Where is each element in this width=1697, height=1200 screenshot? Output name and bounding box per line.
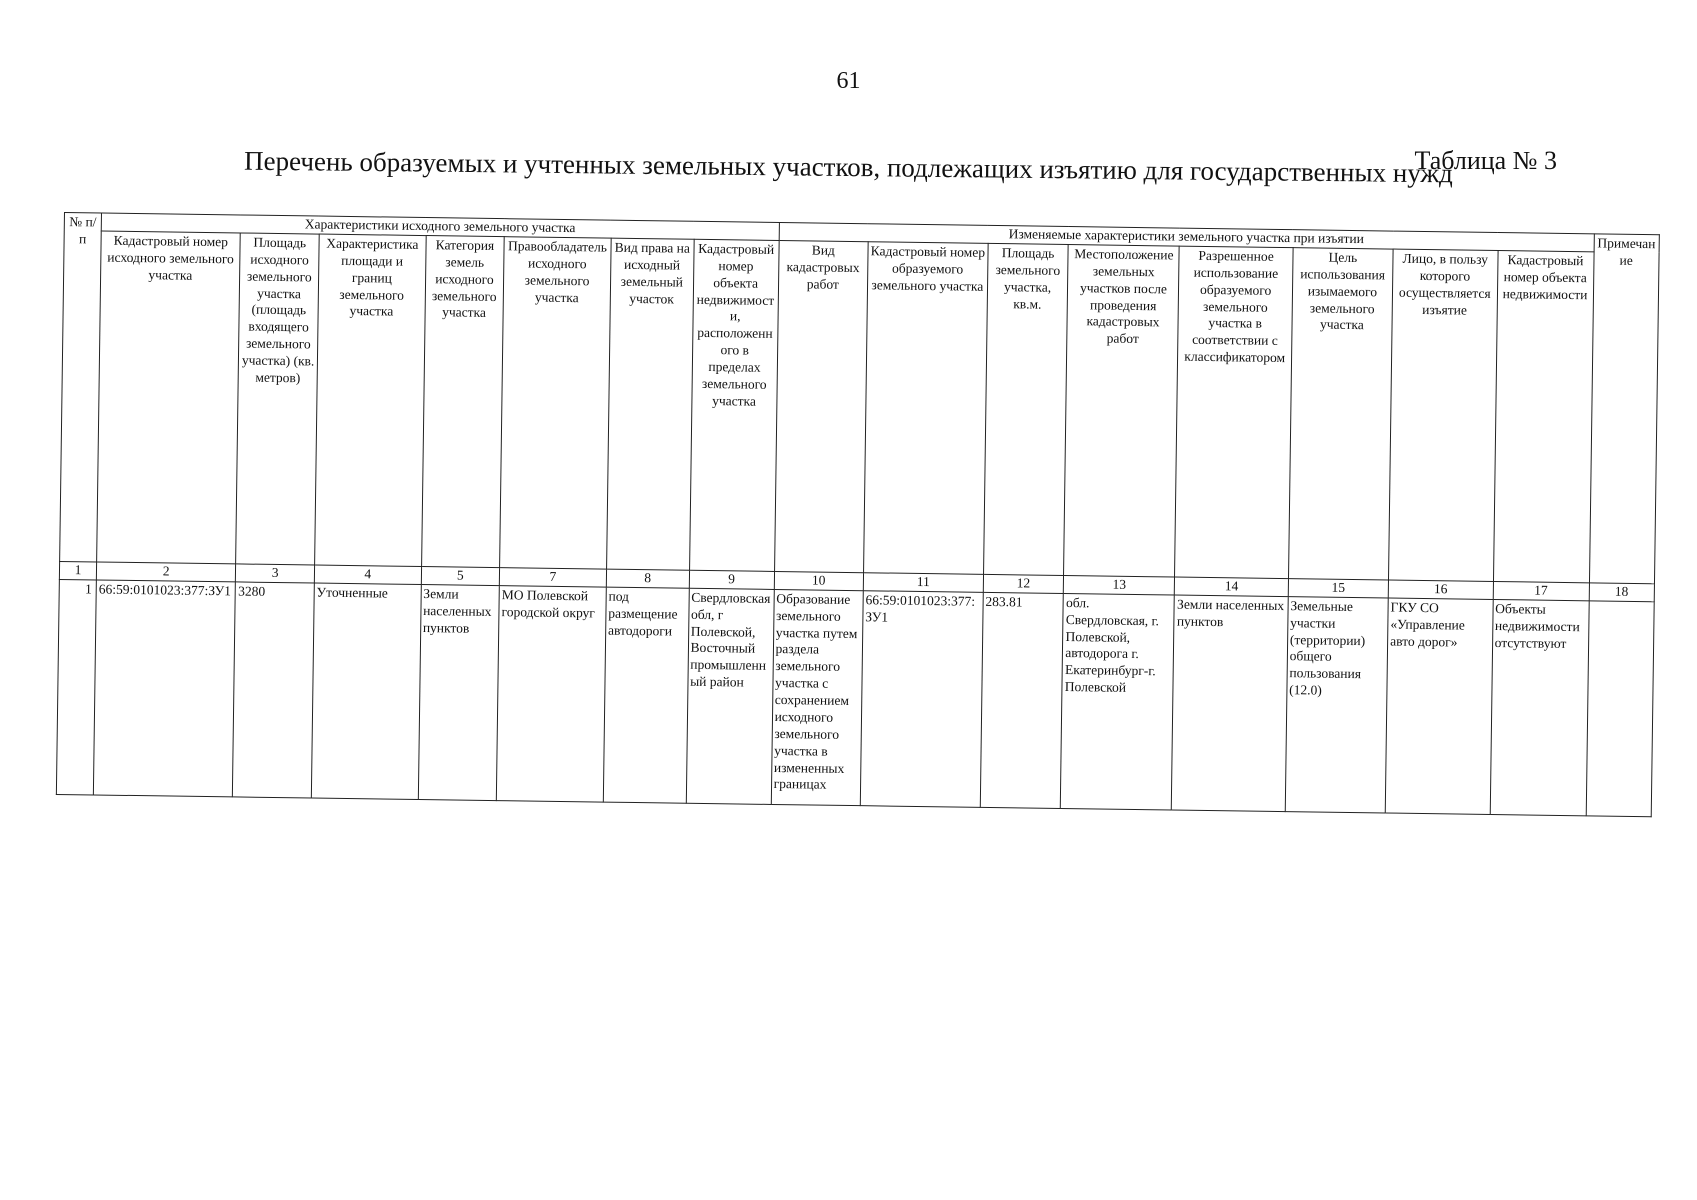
column-header: Кадастровый номер исходного земельного участка <box>97 231 241 564</box>
column-header: Вид кадастровых работ <box>774 240 868 572</box>
column-header: Кадастровый номер объекта недвижимости, расположенного в пределах земельного участка <box>689 239 779 571</box>
column-header: Разрешенное использование образуемого земельного участка в соответствии с классификатором <box>1175 246 1293 579</box>
document-title: Перечень образуемых и учтенных земельных участков, подлежащих изъятию для государственных нужд <box>243 145 1454 189</box>
column-number: 12 <box>983 574 1064 593</box>
table-cell: 3280 <box>233 582 314 798</box>
column-header: Местоположение земельных участков после проведения кадастровых работ <box>1064 244 1180 577</box>
column-number: 8 <box>606 569 689 588</box>
column-number: 4 <box>314 565 421 584</box>
table-cell: под размещение автодороги <box>603 587 689 803</box>
table-container <box>56 212 1660 817</box>
column-number: 16 <box>1388 580 1493 599</box>
table-cell: Земли населенных пунктов <box>1172 595 1288 812</box>
table-cell: Образование земельного участка путем раздела земельного участка с сохранением исходного земельного участка в измененных границах <box>771 589 863 805</box>
header-note: Примечание <box>1589 234 1659 584</box>
column-header: Вид права на исходный земельный участок <box>606 238 693 570</box>
table-cell: Свердловская обл, г Полевской, Восточный промышленный район <box>686 588 774 804</box>
column-number: 9 <box>689 570 774 589</box>
table-cell <box>1586 601 1654 817</box>
column-header: Площадь земельного участка, кв.м. <box>983 243 1068 575</box>
table-cell: Земельные участки (территории) общего пользования (12.0) <box>1285 596 1388 812</box>
table-cell: 66:59:0101023:377:ЗУ1 <box>93 580 235 797</box>
column-header: Кадастровый номер образуемого земельного участка <box>863 242 987 575</box>
column-number: 5 <box>421 566 500 585</box>
table-cell: Объекты недвижимости отсутствуют <box>1490 599 1589 815</box>
column-number: 7 <box>499 567 606 586</box>
column-number: 1 <box>59 561 96 579</box>
column-number: 11 <box>863 573 983 593</box>
table-cell: Уточненные <box>311 583 421 799</box>
table-cell: МО Полевской городской округ <box>496 585 606 801</box>
column-header: Кадастровый номер объекта недвижимости <box>1493 250 1594 582</box>
column-header: Категория земель исходного земельного участка <box>421 235 504 567</box>
row-number: 1 <box>56 579 96 794</box>
table-cell: Земли населенных пунктов <box>418 584 499 800</box>
column-header-row <box>60 230 1659 583</box>
table-cell: 283.81 <box>980 592 1064 808</box>
column-header: Лицо, в пользу которого осуществляется изъятие <box>1388 249 1497 581</box>
table-cell: 66:59:0101023:377:ЗУ1 <box>860 590 983 807</box>
land-plots-table <box>56 212 1660 817</box>
column-number: 13 <box>1064 575 1175 594</box>
column-number: 3 <box>236 564 315 583</box>
header-no: № п/п <box>60 213 102 562</box>
table-label: Таблица № 3 <box>1414 146 1557 175</box>
table-cell: ГКУ СО «Управление авто дорог» <box>1385 598 1493 814</box>
column-number: 15 <box>1288 579 1388 598</box>
group-source-header: Характеристики исходного земельного участка <box>101 213 779 240</box>
column-header: Цель использования изымаемого земельного участка <box>1288 248 1393 580</box>
group-changed-header: Изменяемые характеристики земельного участка при изъятии <box>779 222 1594 251</box>
column-number: 10 <box>774 571 864 590</box>
column-header: Правообладатель исходного земельного участка <box>500 237 611 569</box>
column-number: 14 <box>1175 577 1289 596</box>
column-header: Характеристика площади и границ земельного участка <box>315 234 426 566</box>
column-number: 17 <box>1493 581 1589 600</box>
column-header: Площадь исходного земельного участка (площадь входящего земельного участка) (кв. метров) <box>236 233 319 565</box>
column-number: 2 <box>96 562 236 582</box>
page-number: 61 <box>836 68 861 94</box>
table-cell: обл. Свердловская, г. Полевской, автодорога г. Екатеринбург-г. Полевской <box>1061 593 1175 810</box>
table-row <box>56 579 1654 816</box>
column-number: 18 <box>1589 583 1655 602</box>
